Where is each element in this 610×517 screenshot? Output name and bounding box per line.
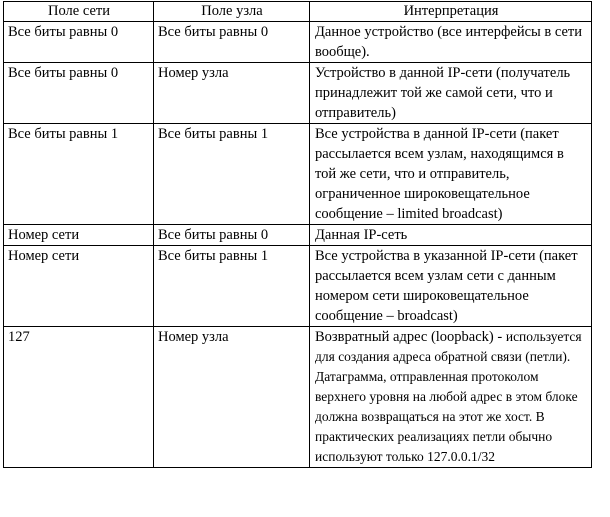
cell-network: Номер сети: [4, 246, 154, 327]
cell-interpretation: Устройство в данной IP-сети (получатель принадлежит той же самой сети, что и отправитель): [310, 63, 592, 124]
cell-host: Все биты равны 0: [154, 22, 310, 63]
table-row: [4, 22, 592, 63]
address-interpretation-table-wrap: [3, 1, 592, 468]
cell-interpretation: Данное устройство (все интерфейсы в сети вообще).: [310, 22, 592, 63]
cell-interpretation: Все устройства в указанной IP-сети (пакет рассылается всем узлам сети с данным номером сети широковещательное сообщение – broadcast): [310, 246, 592, 327]
cell-network: Все биты равны 1: [4, 124, 154, 225]
header-interpretation: Интерпретация: [310, 2, 592, 22]
interpretation-rest: используется для создания адреса обратной связи (петли). Датаграмма, отправленная протоколом верхнего уровня на любой адрес в этом блоке должна возвращаться на этот же хост. В практических реализациях петли обычно используют только 127.0.0.1/32: [315, 329, 582, 464]
address-interpretation-table: [3, 1, 592, 468]
cell-interpretation: Все устройства в данной IP-сети (пакет рассылается всем узлам, находящимся в той же сети, что и отправитель, ограниченное широковещательное сообщение – limited broadcast): [310, 124, 592, 225]
cell-interpretation: Данная IP-сеть: [310, 225, 592, 246]
cell-interpretation: [310, 327, 592, 468]
cell-host: Номер узла: [154, 327, 310, 468]
table-row: [4, 124, 592, 225]
table-row: [4, 63, 592, 124]
table-row: [4, 225, 592, 246]
header-row: [4, 2, 592, 22]
cell-host: Номер узла: [154, 63, 310, 124]
cell-network: 127: [4, 327, 154, 468]
header-host-field: Поле узла: [154, 2, 310, 22]
table-row: [4, 327, 592, 468]
cell-network: Все биты равны 0: [4, 22, 154, 63]
table-row: [4, 246, 592, 327]
cell-host: Все биты равны 1: [154, 246, 310, 327]
cell-network: Номер сети: [4, 225, 154, 246]
header-network-field: Поле сети: [4, 2, 154, 22]
cell-host: Все биты равны 0: [154, 225, 310, 246]
interpretation-lead: Возвратный адрес (loopback) -: [315, 329, 503, 345]
cell-network: Все биты равны 0: [4, 63, 154, 124]
cell-host: Все биты равны 1: [154, 124, 310, 225]
